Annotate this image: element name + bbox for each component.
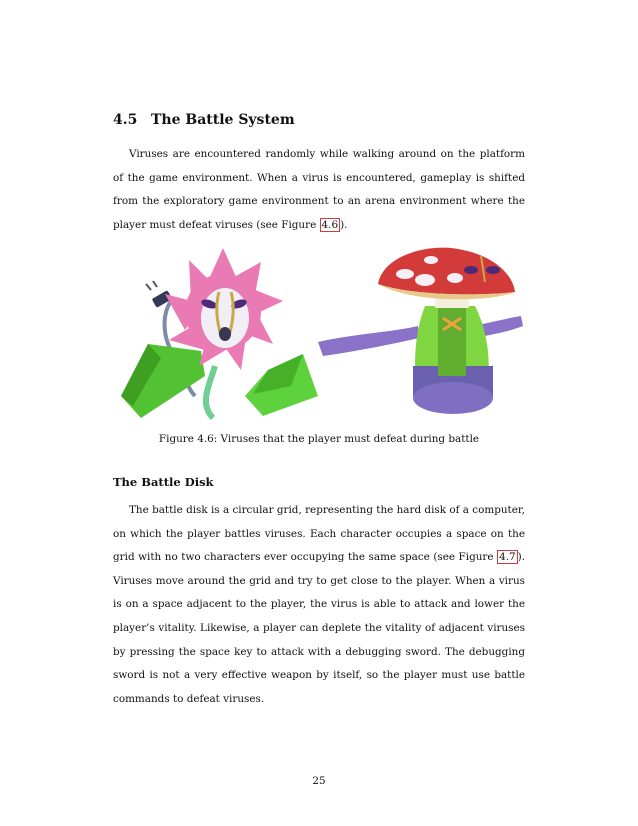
paragraph-battle-disk xyxy=(113,499,525,711)
figure-ref-link[interactable]: 4.7 xyxy=(499,551,516,564)
figure-viruses xyxy=(113,246,525,428)
paragraph-intro xyxy=(113,143,525,237)
figure-ref-link[interactable]: 4.6 xyxy=(321,218,339,231)
paragraph-text-end: ). Viruses move around the grid and try to get close to the player. When a virus is on a space adjacent to the player, the virus is able to attack and lower the player’s vitality. Likewise, a player can deplete the vitality of adjacent viruses by pressing the space key to attack with a debugging sword. The debugging sword is not a very effective weapon by itself, so the player must use battle commands to defeat viruses. xyxy=(113,551,525,705)
paragraph-text-end: ). xyxy=(340,218,348,231)
section-heading xyxy=(113,112,295,128)
figure-caption: Figure 4.6: Viruses that the player must defeat during battle xyxy=(158,433,480,445)
section-number: 4.5 xyxy=(113,112,138,128)
paragraph-text: The battle disk is a circular grid, representing the hard disk of a computer, on which the player battles viruses. Each character occupies a space on the grid with no two characters ever occupying the same space (see Figure xyxy=(113,504,525,564)
virus-illustration xyxy=(113,246,525,428)
subsection-title: The Battle Disk xyxy=(113,475,214,489)
paragraph-text: Viruses are encountered randomly while walking around on the platform of the game environment. When a virus is encountered, gameplay is shifted from the exploratory game environment to an arena environment where the player must defeat viruses (see Figure xyxy=(113,148,525,231)
flower-virus xyxy=(121,248,318,418)
mushroom-virus xyxy=(318,248,523,414)
page-number: 25 xyxy=(312,775,326,787)
section-title: The Battle System xyxy=(151,112,295,128)
